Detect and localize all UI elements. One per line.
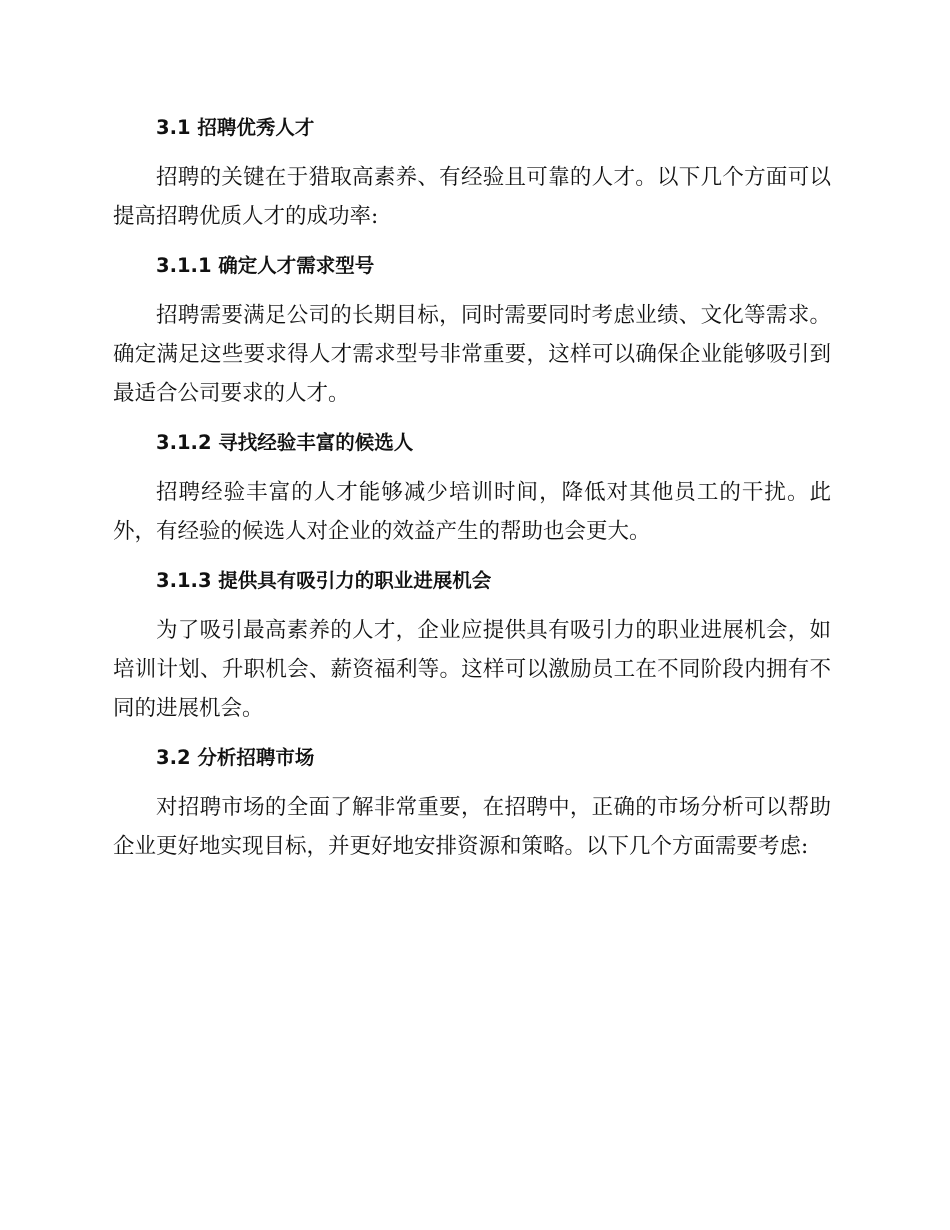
document-body xyxy=(113,108,831,876)
section-paragraph-3-1-3: 为了吸引最高素养的人才，企业应提供具有吸引力的职业进展机会，如培训计划、升职机会、薪资福利等。这样可以激励员工在不同阶段内拥有不同的进展机会。 xyxy=(113,618,831,721)
section-paragraph-3-2: 对招聘市场的全面了解非常重要，在招聘中，正确的市场分析可以帮助企业更好地实现目标，并更好地安排资源和策略。以下几个方面需要考虑: xyxy=(113,795,831,859)
section-heading-3-1-2: 3.1.2 寻找经验丰富的候选人 xyxy=(156,431,414,454)
section-paragraph-3-1: 招聘的关键在于猎取高素养、有经验且可靠的人才。以下几个方面可以提高招聘优质人才的成功率: xyxy=(113,165,831,229)
section-heading-3-1-1: 3.1.1 确定人才需求型号 xyxy=(156,254,375,277)
section-paragraph-3-1-2: 招聘经验丰富的人才能够减少培训时间，降低对其他员工的干扰。此外，有经验的候选人对企业的效益产生的帮助也会更大。 xyxy=(113,480,831,544)
section-heading-3-1-3: 3.1.3 提供具有吸引力的职业进展机会 xyxy=(156,569,492,592)
section-paragraph-3-1-1: 招聘需要满足公司的长期目标，同时需要同时考虑业绩、文化等需求。确定满足这些要求得人才需求型号非常重要，这样可以确保企业能够吸引到最适合公司要求的人才。 xyxy=(113,303,831,406)
section-heading-3-2: 3.2 分析招聘市场 xyxy=(156,746,315,769)
section-heading-3-1: 3.1 招聘优秀人才 xyxy=(156,116,315,139)
